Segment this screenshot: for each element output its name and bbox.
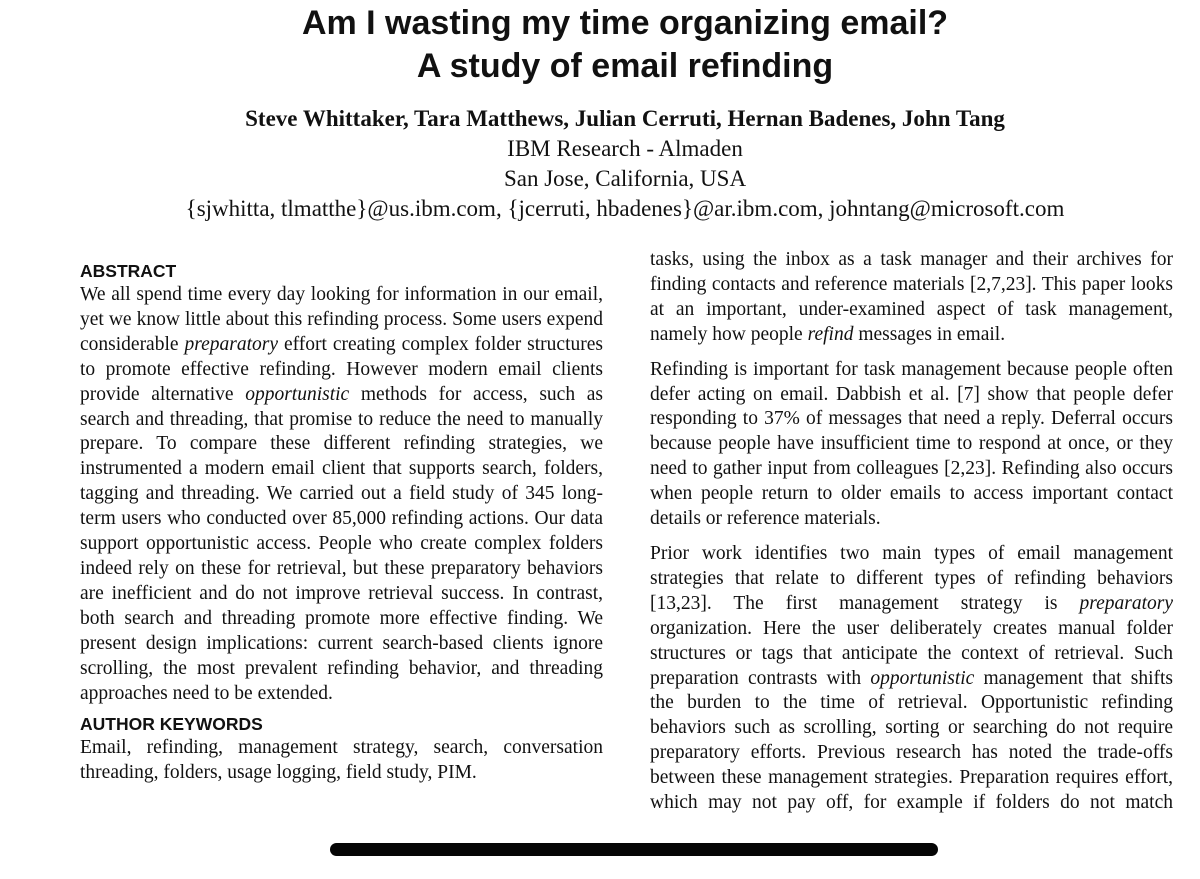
- title-line-1: Am I wasting my time organizing email?: [301, 4, 949, 42]
- right-column: [650, 248, 1173, 816]
- abstract-heading: ABSTRACT: [80, 261, 177, 281]
- author-emails: {sjwhitta, tlmatthe}@us.ibm.com, {jcerruti, hbadenes}@ar.ibm.com, johntang@microsoft.com: [185, 196, 1065, 221]
- keywords-heading: AUTHOR KEYWORDS: [80, 714, 263, 735]
- abstract-text: We all spend time every day looking for information in our email, yet we know little about this refinding process. Some users expend considerable preparatory effort creating complex folder structures to promote effective refinding. However modern email clients provide alternative opportunistic methods for access, such as search and threading, that promise to reduce the need to manually prepare. To compare these different refinding strategies, we instrumented a modern email client that supports search, folders, tagging and threading. We carried out a field study of 345 long-term users who conducted over 85,000 refinding actions. Our data support opportunistic access. People who create complex folders indeed rely on these for retrieval, but these preparatory behaviors are inefficient and do not improve retrieval success. In contrast, both search and threading promote more effective finding. We present design implications: current search-based clients ignore scrolling, the most prevalent refinding behavior, and threading approaches need to be extended.: [80, 284, 603, 704]
- author-list: Steve Whittaker, Tara Matthews, Julian Cerruti, Hernan Badenes, John Tang: [245, 106, 1005, 131]
- left-column: [80, 259, 603, 786]
- location: San Jose, California, USA: [503, 166, 747, 191]
- affiliation: IBM Research - Almaden: [507, 136, 743, 161]
- body-paragraph-2: Refinding is important for task management because people often defer acting on email. Dabbish et al. [7] show that people defer responding to 37% of messages that need a reply. Deferral occurs because people have insufficient time to respond at once, or they need to gather input from colleagues [2,23]. Refinding also occurs when people return to older emails to access important contact details or reference materials.: [650, 358, 1173, 530]
- keywords-text: Email, refinding, management strategy, search, conversation threading, folders, usage logging, field study, PIM.: [80, 737, 603, 784]
- body-paragraph-3: Prior work identifies two main types of email management strategies that relate to different types of refinding behaviors [13,23]. The first management strategy is preparatory organization. Here the user deliberately creates manual folder structures or tags that anticipate the context of retrieval. Such preparation contrasts with opportunistic management that shifts the burden to the time of retrieval. Opportunistic refinding behaviors such as scrolling, sorting or searching do not require preparatory efforts. Previous research has noted the trade-offs between these management strategies. Preparation requires effort, which may not pay off, for example if folders do not match: [650, 542, 1173, 814]
- marker-underline: [330, 843, 938, 856]
- paper-title: [0, 2, 1200, 88]
- title-line-2: A study of email refinding: [416, 47, 834, 85]
- body-paragraph-1: tasks, using the inbox as a task manager and their archives for finding contacts and reference materials [2,7,23]. This paper looks at an important, under-examined aspect of task management, namely how people refind messages in email.: [650, 249, 1173, 345]
